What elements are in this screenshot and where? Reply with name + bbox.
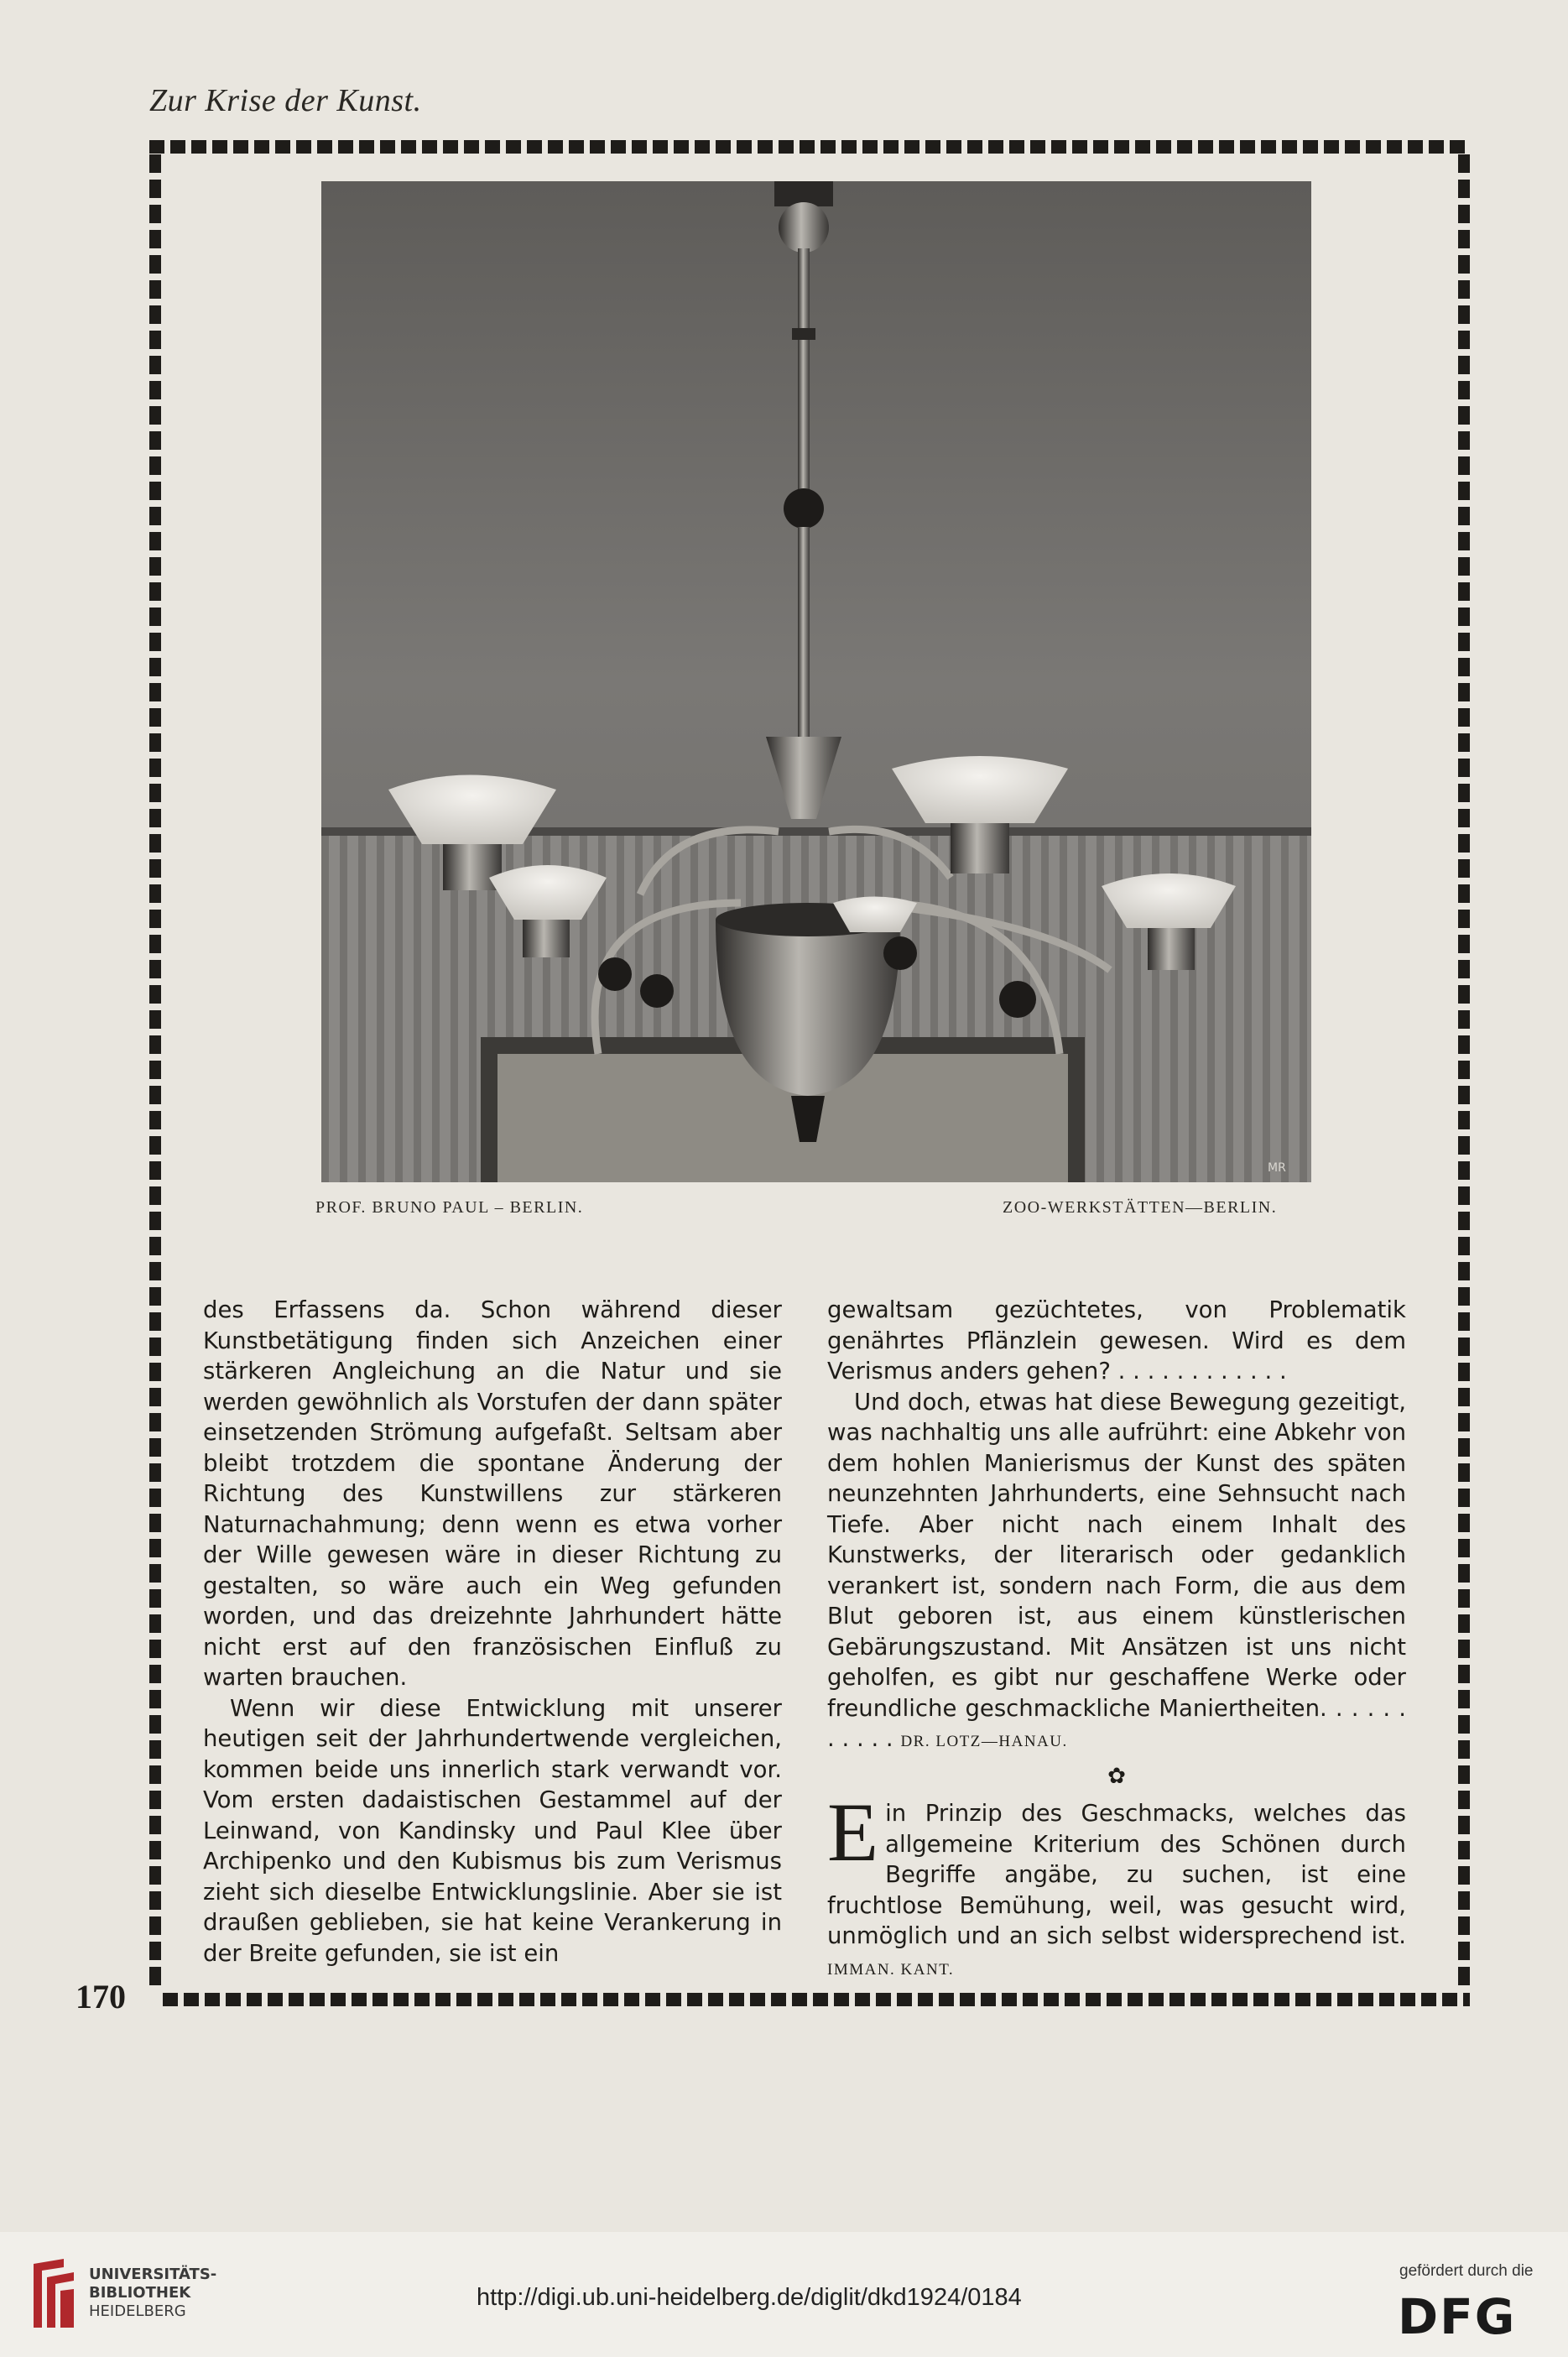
page-number: 170 <box>76 1978 126 2015</box>
library-name <box>89 2266 216 2321</box>
funder-label: gefördert durch die <box>1399 2262 1534 2280</box>
dfg-logo: DFG <box>1398 2288 1517 2345</box>
frame-border-right <box>1458 154 1470 1992</box>
paragraph: gewaltsam gezüchtetes, von Problematik genährtes Pflänzlein gewesen. Wird es dem Verismus anders gehen? . . . . . . . . . . . . <box>827 1296 1406 1384</box>
paragraph: Wenn wir diese Entwicklung mit unserer heutigen seit der Jahrhundertwende vergleichen, kommen beide uns innerlich stark verwandt vor. Vom ersten dadaistischen Gestammel auf der Leinwand, von Kandinsky und Paul Klee über Archipenko und den Kubismus bis zum Verismus zieht sich dieselbe Entwicklungslinie. Aber sie ist draußen geblieben, sie hat keine Verankerung in der Breite gefunden, sie ist ein <box>203 1694 782 1967</box>
paragraph-text: Und doch, etwas hat diese Bewegung gezeitigt, was nachhaltig uns alle aufrührt: eine Abkehr von dem hohlen Manierismus der Kunst des späten neunzehnten Jahrhunderts, eine Sehnsucht nach Tiefe. Aber nicht nach einem Inhalt des Kunstwerks, der literarisch oder gedanklich verankert ist, sondern nach Form, die aus dem Blut geboren ist, aus einem künstlerischen Gebärungszustand. Mit Ansätzen ist uns nicht geholfen, es gibt nur geschaffene Werke oder freundliche geschmackliche Maniertheiten. . . . . . . . . . . <box>827 1388 1406 1752</box>
viewer-footer <box>0 2232 1568 2357</box>
library-logo-icon <box>30 2255 77 2331</box>
author-signature: DR. LOTZ—HANAU. <box>900 1733 1068 1750</box>
text-column-right <box>827 1295 1406 1985</box>
library-name-line: HEIDELBERG <box>89 2302 186 2320</box>
frame-border-bottom <box>163 1993 1470 2006</box>
drop-cap: E <box>827 1786 879 1879</box>
frame-border-left <box>149 154 161 1992</box>
paragraph <box>827 1387 1406 1758</box>
library-name-line: BIBLIOTHEK <box>89 2284 191 2302</box>
kant-quote <box>827 1786 1406 1985</box>
paragraph: des Erfassens da. Schon während dieser Kunstbetätigung finden sich Anzeichen einer stärkeren Angleichung an die Natur und sie werden gewöhnlich als Vorstufen der dann später einsetzenden Strömung aufgefaßt. Seltsam aber bleibt trotzdem die spontane Änderung der Richtung des Kunstwillens zur stärkeren Naturnachahmung; denn wenn es etwa vorher der Wille gewesen wäre in dieser Richtung zu gestalten, so wäre auch ein Weg gefunden worden, und das dreizehnte Jahrhundert hätte nicht erst auf den französischen Einfluß zu warten brauchen. <box>203 1296 782 1691</box>
quote-signature: IMMAN. KANT. <box>827 1960 955 1979</box>
permalink-url[interactable]: http://digi.ub.uni-heidelberg.de/diglit/dkd1924/0184 <box>477 2284 1022 2311</box>
text-column-left <box>203 1295 782 1969</box>
frame-border-top <box>149 140 1470 154</box>
chandelier-photo <box>321 181 1311 1182</box>
quote-text: in Prinzip des Geschmacks, welches das allgemeine Kriterium des Schönen durch Begriffe angäbe, zu suchen, ist eine fruchtlose Bemühung, weil, was gesucht wird, unmöglich und an sich selbst widersprechend ist. <box>827 1800 1406 1949</box>
library-name-line: UNIVERSITÄTS- <box>89 2266 217 2283</box>
caption-right: ZOO-WERKSTÄTTEN—BERLIN. <box>1003 1198 1278 1217</box>
caption-left: PROF. BRUNO PAUL – BERLIN. <box>315 1198 584 1217</box>
photo-mark: MR <box>1268 1161 1286 1175</box>
running-head: Zur Krise der Kunst. <box>149 83 422 118</box>
ornament-icon: ✿ <box>1107 1763 1126 1789</box>
